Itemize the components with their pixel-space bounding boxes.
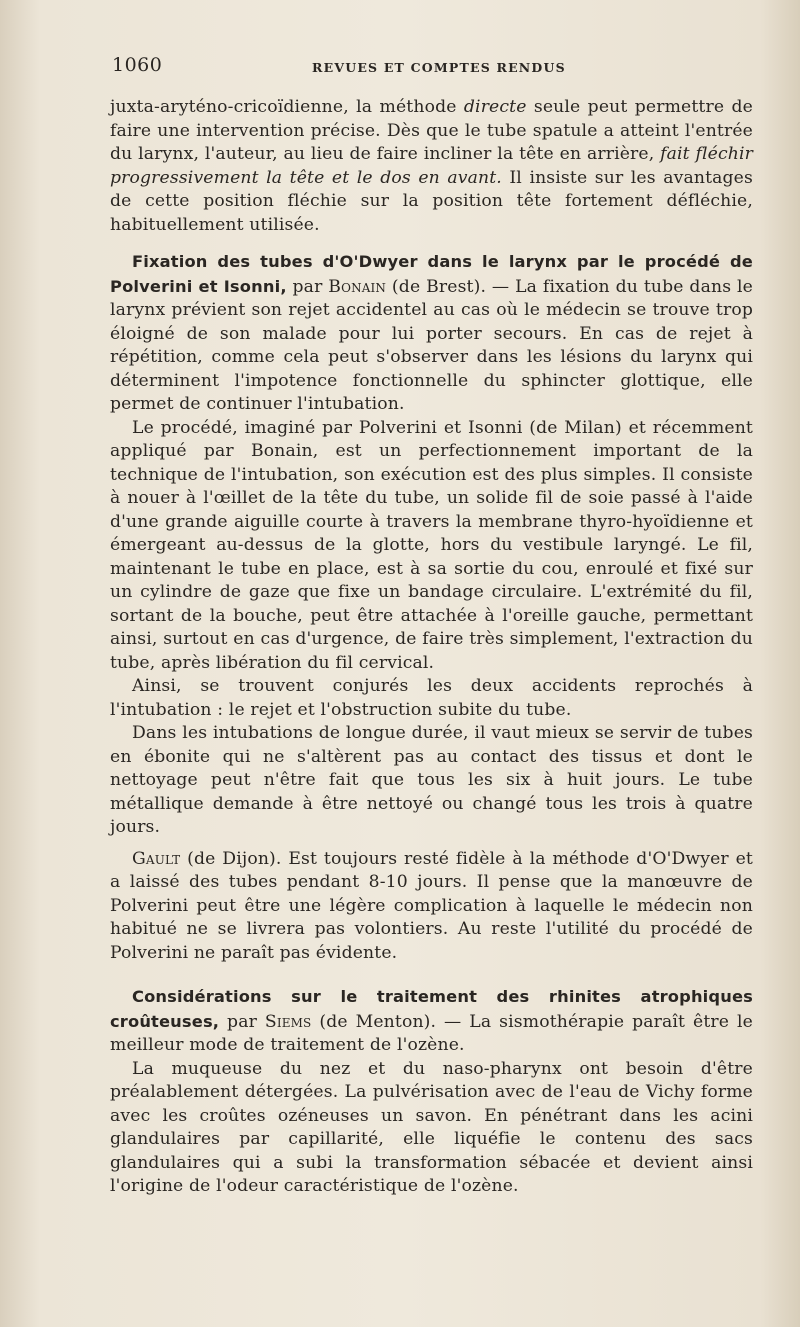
- text-run: par: [286, 276, 329, 297]
- text-run: (de Brest). — La fixation du tube dans le larynx prévient son rejet accidentel au cas où le médecin se trouve trop éloigné de son malade pour lui porter secours. En cas de rejet à répétition, comme cela peut s'observer dans les lésions du larynx qui déterminent l'impotence fonctionnelle du sphincter glottique, elle permet de continuer l'intubation.: [110, 276, 753, 414]
- page-header: [112, 54, 752, 84]
- body-text: [110, 96, 753, 1199]
- paragraph-7: [110, 985, 753, 1058]
- section-title: Fixation des tubes d'O'Dwyer dans le larynx par le procédé de Polverini et Isonni,: [110, 252, 753, 296]
- author-name: Bonain: [328, 276, 387, 297]
- text-run: (de Menton). — La sismothérapie paraît être le meilleur mode de traitement de l'ozène.: [110, 1011, 753, 1055]
- italic-run: directe: [463, 97, 527, 117]
- paragraph-1: [110, 96, 753, 237]
- paragraph-2: [110, 250, 753, 417]
- text-run: seule peut permettre de faire une intervention précise. Dès que le tube spatule a atteint l'entrée du larynx, l'auteur, au lieu de faire incliner la tête en arrière,: [110, 97, 753, 164]
- text-run: juxta-aryténo-cricoïdienne, la méthode: [110, 97, 464, 117]
- paragraph-3: Le procédé, imaginé par Polverini et Isonni (de Milan) et récemment appliqué par Bonain, est un perfectionnement important de la technique de l'intubation, son exécution est des plus simples. Il consiste à nouer à l'œillet de la tête du tube, un solide fil de soie passé à l'aide d'une grande aiguille courte à travers la membrane thyro-hyoïdienne et émergeant au-dessus de la glotte, hors du vestibule laryngé. Le fil, maintenant le tube en place, est à sa sortie du cou, enroulé et fixé sur un cylindre de gaze que fixe un bandage circulaire. L'extrémité du fil, sortant de la bouche, peut être attachée à l'oreille gauche, permettant ainsi, surtout en cas d'urgence, de faire très simplement, l'extraction du tube, après libération du fil cervical.: [110, 417, 753, 673]
- text-run: Il insiste sur les avantages de cette position fléchie sur la position tête fortement défléchie, habituellement utilisée.: [110, 167, 753, 235]
- paragraph-8: La muqueuse du nez et du naso-pharynx ont besoin d'être préalablement détergées. La pulvérisation avec de l'eau de Vichy forme avec les croûtes ozéneuses un savon. En pénétrant dans les acini glandulaires par capillarité, elle liquéfie le contenu des sacs glandulaires qui a subi la transformation sébacée et devient ainsi l'origine de l'odeur caractéristique de l'ozène.: [110, 1058, 753, 1196]
- running-title: REVUES ET COMPTES RENDUS: [312, 60, 566, 75]
- paragraph-4: Ainsi, se trouvent conjurés les deux accidents reprochés à l'intubation : le rejet et l'obstruction subite du tube.: [110, 676, 753, 720]
- paragraph-5: Dans les intubations de longue durée, il vaut mieux se servir de tubes en ébonite qui ne s'altèrent pas au contact des tissus et dont le nettoyage peut n'être fait que tous les six à huit jours. Le tube métallique demande à être nettoyé ou changé tous les trois à quatre jours.: [110, 723, 753, 837]
- paragraph-6: [110, 848, 753, 966]
- section-title: Considérations sur le traitement des rhinites atrophiques croûteuses,: [110, 987, 753, 1031]
- text-run: (de Dijon). Est toujours resté fidèle à la méthode d'O'Dwyer et a laissé des tubes pendant 8-10 jours. Il pense que la manœuvre de Polverini peut être une légère complication à laquelle le médecin non habitué ne se livrera pas volontiers. Au reste l'utilité du procédé de Polverini ne paraît pas évidente.: [110, 848, 753, 963]
- author-name: Gault: [132, 848, 181, 869]
- text-run: par: [219, 1011, 265, 1032]
- page-number: 1060: [112, 54, 163, 76]
- italic-run: fait fléchir progressivement la tête et le dos en avant.: [110, 144, 753, 188]
- author-name: Siems: [264, 1011, 312, 1032]
